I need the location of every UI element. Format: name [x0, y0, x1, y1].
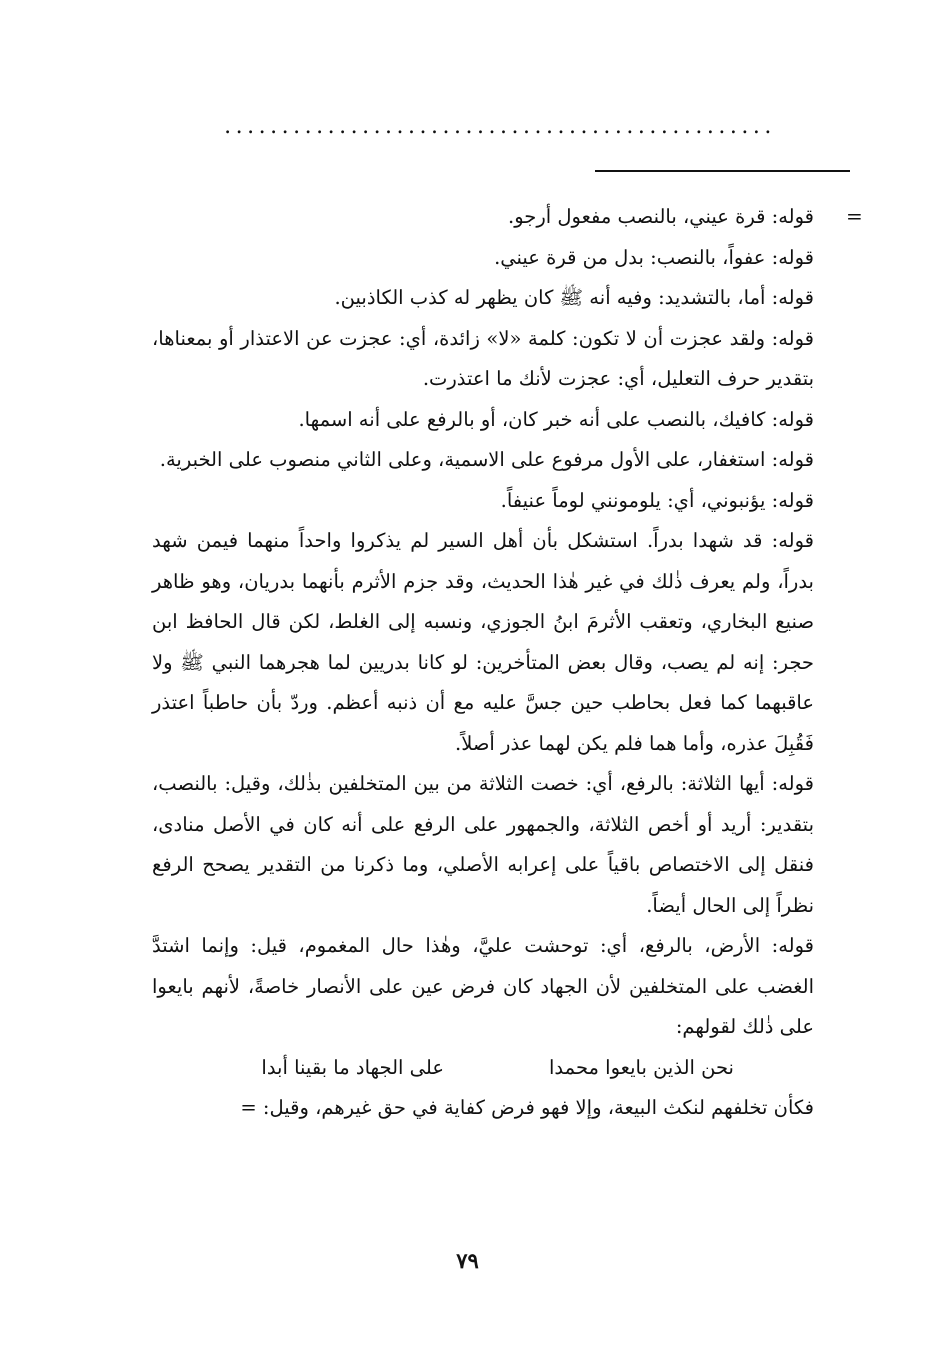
- commentary-text: [146, 197, 864, 1129]
- page-number: ٧٩: [456, 1248, 479, 1273]
- footnote-separator-rule: [595, 170, 850, 172]
- paragraph: قوله: يؤنبوني، أي: يلومونني لوماً عنيفاً.: [500, 488, 814, 512]
- paragraph: قوله: قرة عيني، بالنصب مفعول أرجو.: [508, 205, 814, 228]
- verse-second-hemistich: على الجهاد ما بقينا أبدا: [261, 1055, 444, 1079]
- paragraph: قوله: عفواً، بالنصب: بدل من قرة عيني.: [494, 245, 814, 269]
- paragraph: قوله: كافيك، بالنصب على أنه خبر كان، أو بالرفع على أنه اسمها.: [298, 407, 814, 431]
- paragraph: قوله: قد شهدا بدراً. استشكل بأن أهل السير لم يذكروا واحداً منهما فيمن شهد بدراً، ولم يعرف ذٰلك في غير هٰذا الحديث، وقد جزم الأثرم بأنهما بدريان، وهو ظاهر صنيع البخاري، وتعقب الأثرمَ ابنُ الجوزي، ونسبه إلى الغلط، لكن قال الحافظ ابن حجر: إنه لم يصب، وقال بعض المتأخرين: لو كانا بدريين لما هجرهما النبي ﷺ ولا عاقبهما كما فعل بحاطب حين جسَّ عليه مع أن ذنبه أعظم. وردّ بأن حاطباً اعتذر فَقُبِلَ عذره، وأما هما فلم يكن لهما عذر أصلاً.: [152, 529, 814, 755]
- paragraph: قوله: الأرض، بالرفع، أي: توحشت عليَّ، وهٰذا حال المغموم، قيل: وإنما اشتدَّ الغضب على المتخلفين لأن الجهاد كان فرض عين على الأنصار خاصةً، لأنهم بايعوا على ذٰلك لقولهم:: [152, 934, 814, 1038]
- header-dotted-line: ................................................: [224, 114, 776, 139]
- paragraph: قوله: أيها الثلاثة: بالرفع، أي: خصت الثلاثة من بين المتخلفين بذٰلك، وقيل: بالنصب، بتقدير: أريد أو أخص الثلاثة، والجمهور على الرفع على أنه كان في الأصل منادى، فنقل إلى الاختصاص باقياً على إعرابه الأصلي، وما ذكرنا من التقدير يصحح الرفع نظراً إلى الحال أيضاً.: [152, 772, 814, 917]
- paragraph: قوله: استغفار، على الأول مرفوع على الاسمية، وعلى الثاني منصوب على الخبرية.: [159, 448, 814, 471]
- verse-first-hemistich: نحن الذين بايعوا محمدا: [549, 1055, 734, 1079]
- paragraph: قوله: ولقد عجزت أن لا تكون: كلمة «لا» زائدة، أي: عجزت عن الاعتذار أو بمعناها، بتقدير حرف التعليل، أي: عجزت لأنك ما اعتذرت.: [152, 326, 814, 390]
- continuation-mark: =: [846, 204, 863, 228]
- poetry-verse: [146, 1048, 864, 1089]
- final-line: فكأن تخلفهم لنكث البيعة، وإلا فهو فرض كفاية في حق غيرهم، وقيل: =: [240, 1096, 814, 1119]
- paragraph: قوله: أما، بالتشديد: وفيه أنه ﷺ كان يظهر له كذب الكاذبين.: [334, 286, 814, 309]
